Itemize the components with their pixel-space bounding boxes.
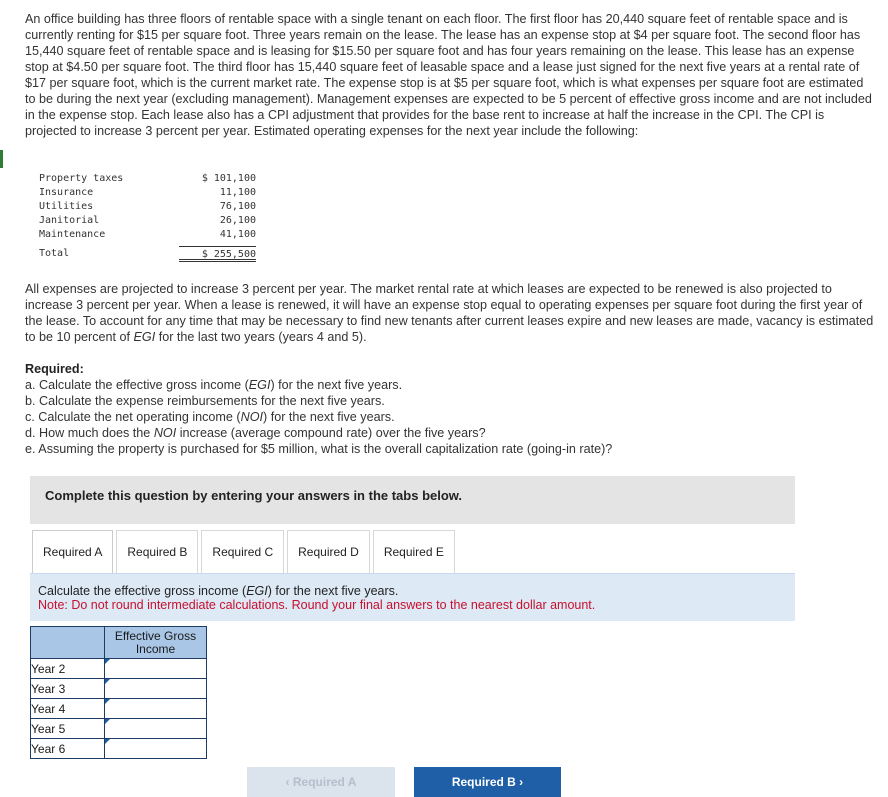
next-tab-button[interactable]: Required B › [414, 767, 561, 797]
egi-input-year-2[interactable] [105, 660, 206, 677]
expenses-table [39, 172, 256, 262]
required-item-b: b. Calculate the expense reimbursements for the next five years. [25, 394, 385, 408]
table-corner-cell [31, 627, 105, 659]
required-heading: Required: [25, 362, 84, 376]
required-item-d: d. How much does the NOI increase (average compound rate) over the five years? [25, 426, 486, 440]
required-item-e: e. Assuming the property is purchased for $5 million, what is the overall capitalization rate (going-in rate)? [25, 442, 613, 456]
required-section [25, 361, 875, 457]
year-label: Year 4 [31, 699, 105, 719]
table-row [31, 739, 207, 759]
required-item-a: a. Calculate the effective gross income (EGI) for the next five years. [25, 378, 403, 392]
table-row [31, 659, 207, 679]
egi-column-header: Effective Gross Income [105, 627, 207, 659]
left-edge-marker [0, 150, 3, 168]
egi-input-year-6[interactable] [105, 740, 206, 757]
table-row [31, 679, 207, 699]
tab-panel-header [30, 573, 795, 621]
prev-tab-button[interactable]: ‹ Required A [247, 767, 395, 797]
panel-instructions: Calculate the effective gross income (EGI) for the next five years. Note: Do not round intermediate calculations. Round your final answers to the nearest dollar amount. [38, 584, 596, 612]
tab-required-e[interactable]: Required E [373, 530, 455, 573]
expense-row: Maintenance 41,100 [39, 229, 256, 240]
year-label: Year 2 [31, 659, 105, 679]
egi-input-year-4[interactable] [105, 700, 206, 717]
egi-input-year-3[interactable] [105, 680, 206, 697]
instructions-text: Complete this question by entering your answers in the tabs below. [45, 488, 463, 503]
year-label: Year 5 [31, 719, 105, 739]
expense-row: Utilities 76,100 [39, 201, 256, 212]
expense-row: Janitorial 26,100 [39, 215, 256, 226]
expense-row: Insurance 11,100 [39, 187, 256, 198]
egi-input-year-5[interactable] [105, 720, 206, 737]
panel-note: Note: Do not round intermediate calculations. Round your final answers to the nearest dollar amount. [38, 598, 596, 612]
tab-required-c[interactable]: Required C [201, 530, 284, 573]
egi-answer-table [30, 626, 207, 759]
tab-required-b[interactable]: Required B [116, 530, 198, 573]
instructions-banner [30, 476, 795, 524]
expense-row: Property taxes $ 101,100 [39, 173, 256, 184]
problem-text: An office building has three floors of rentable space with a single tenant on each floor. The first floor has 20,440 square feet of rentable space and is currently renting for $15 per square foot. Three years remain on the lease. The lease has an expense stop at $4 per square foot. The second floor has 15,440 square feet of rentable space and is leasing for $15.50 per square foot and has four years remaining on the lease. This lease has an expense stop at $4.50 per square foot. The third floor has 15,440 square feet of leasable space and a lease just signed for the next five years at a rental rate of $17 per square foot, which is the current market rate. The expense stop is at $5 per square foot, which is what expenses per square foot are estimated to be during the next year (excluding management). Management expenses are expected to be 5 percent of effective gross income and are not included in the expense stop. Each lease also has a CPI adjustment that provides for the base rent to increase at half the increase in the CPI. The CPI is projected to increase 3 percent per year. Estimated operating expenses for the next year include the following: [25, 12, 872, 138]
table-row [31, 699, 207, 719]
year-label: Year 3 [31, 679, 105, 699]
tab-required-d[interactable]: Required D [287, 530, 370, 573]
tab-bar [32, 530, 458, 573]
table-row [31, 719, 207, 739]
expense-total-row: Total $ 255,500 [39, 248, 256, 260]
required-item-c: c. Calculate the net operating income (NOI) for the next five years. [25, 410, 395, 424]
year-label: Year 6 [31, 739, 105, 759]
tab-required-a[interactable]: Required A [32, 530, 113, 573]
problem-text-continued: All expenses are projected to increase 3 percent per year. The market rental rate at which leases are expected to be renewed is also projected to increase 3 percent per year. When a lease is renewed, it will have an expense stop equal to operating expenses per square foot during the first year of the lease. To account for any time that may be necessary to find new tenants after current leases expire and new leases are made, vacancy is estimated to be 10 percent of EGI for the last two years (years 4 and 5). [25, 282, 874, 344]
